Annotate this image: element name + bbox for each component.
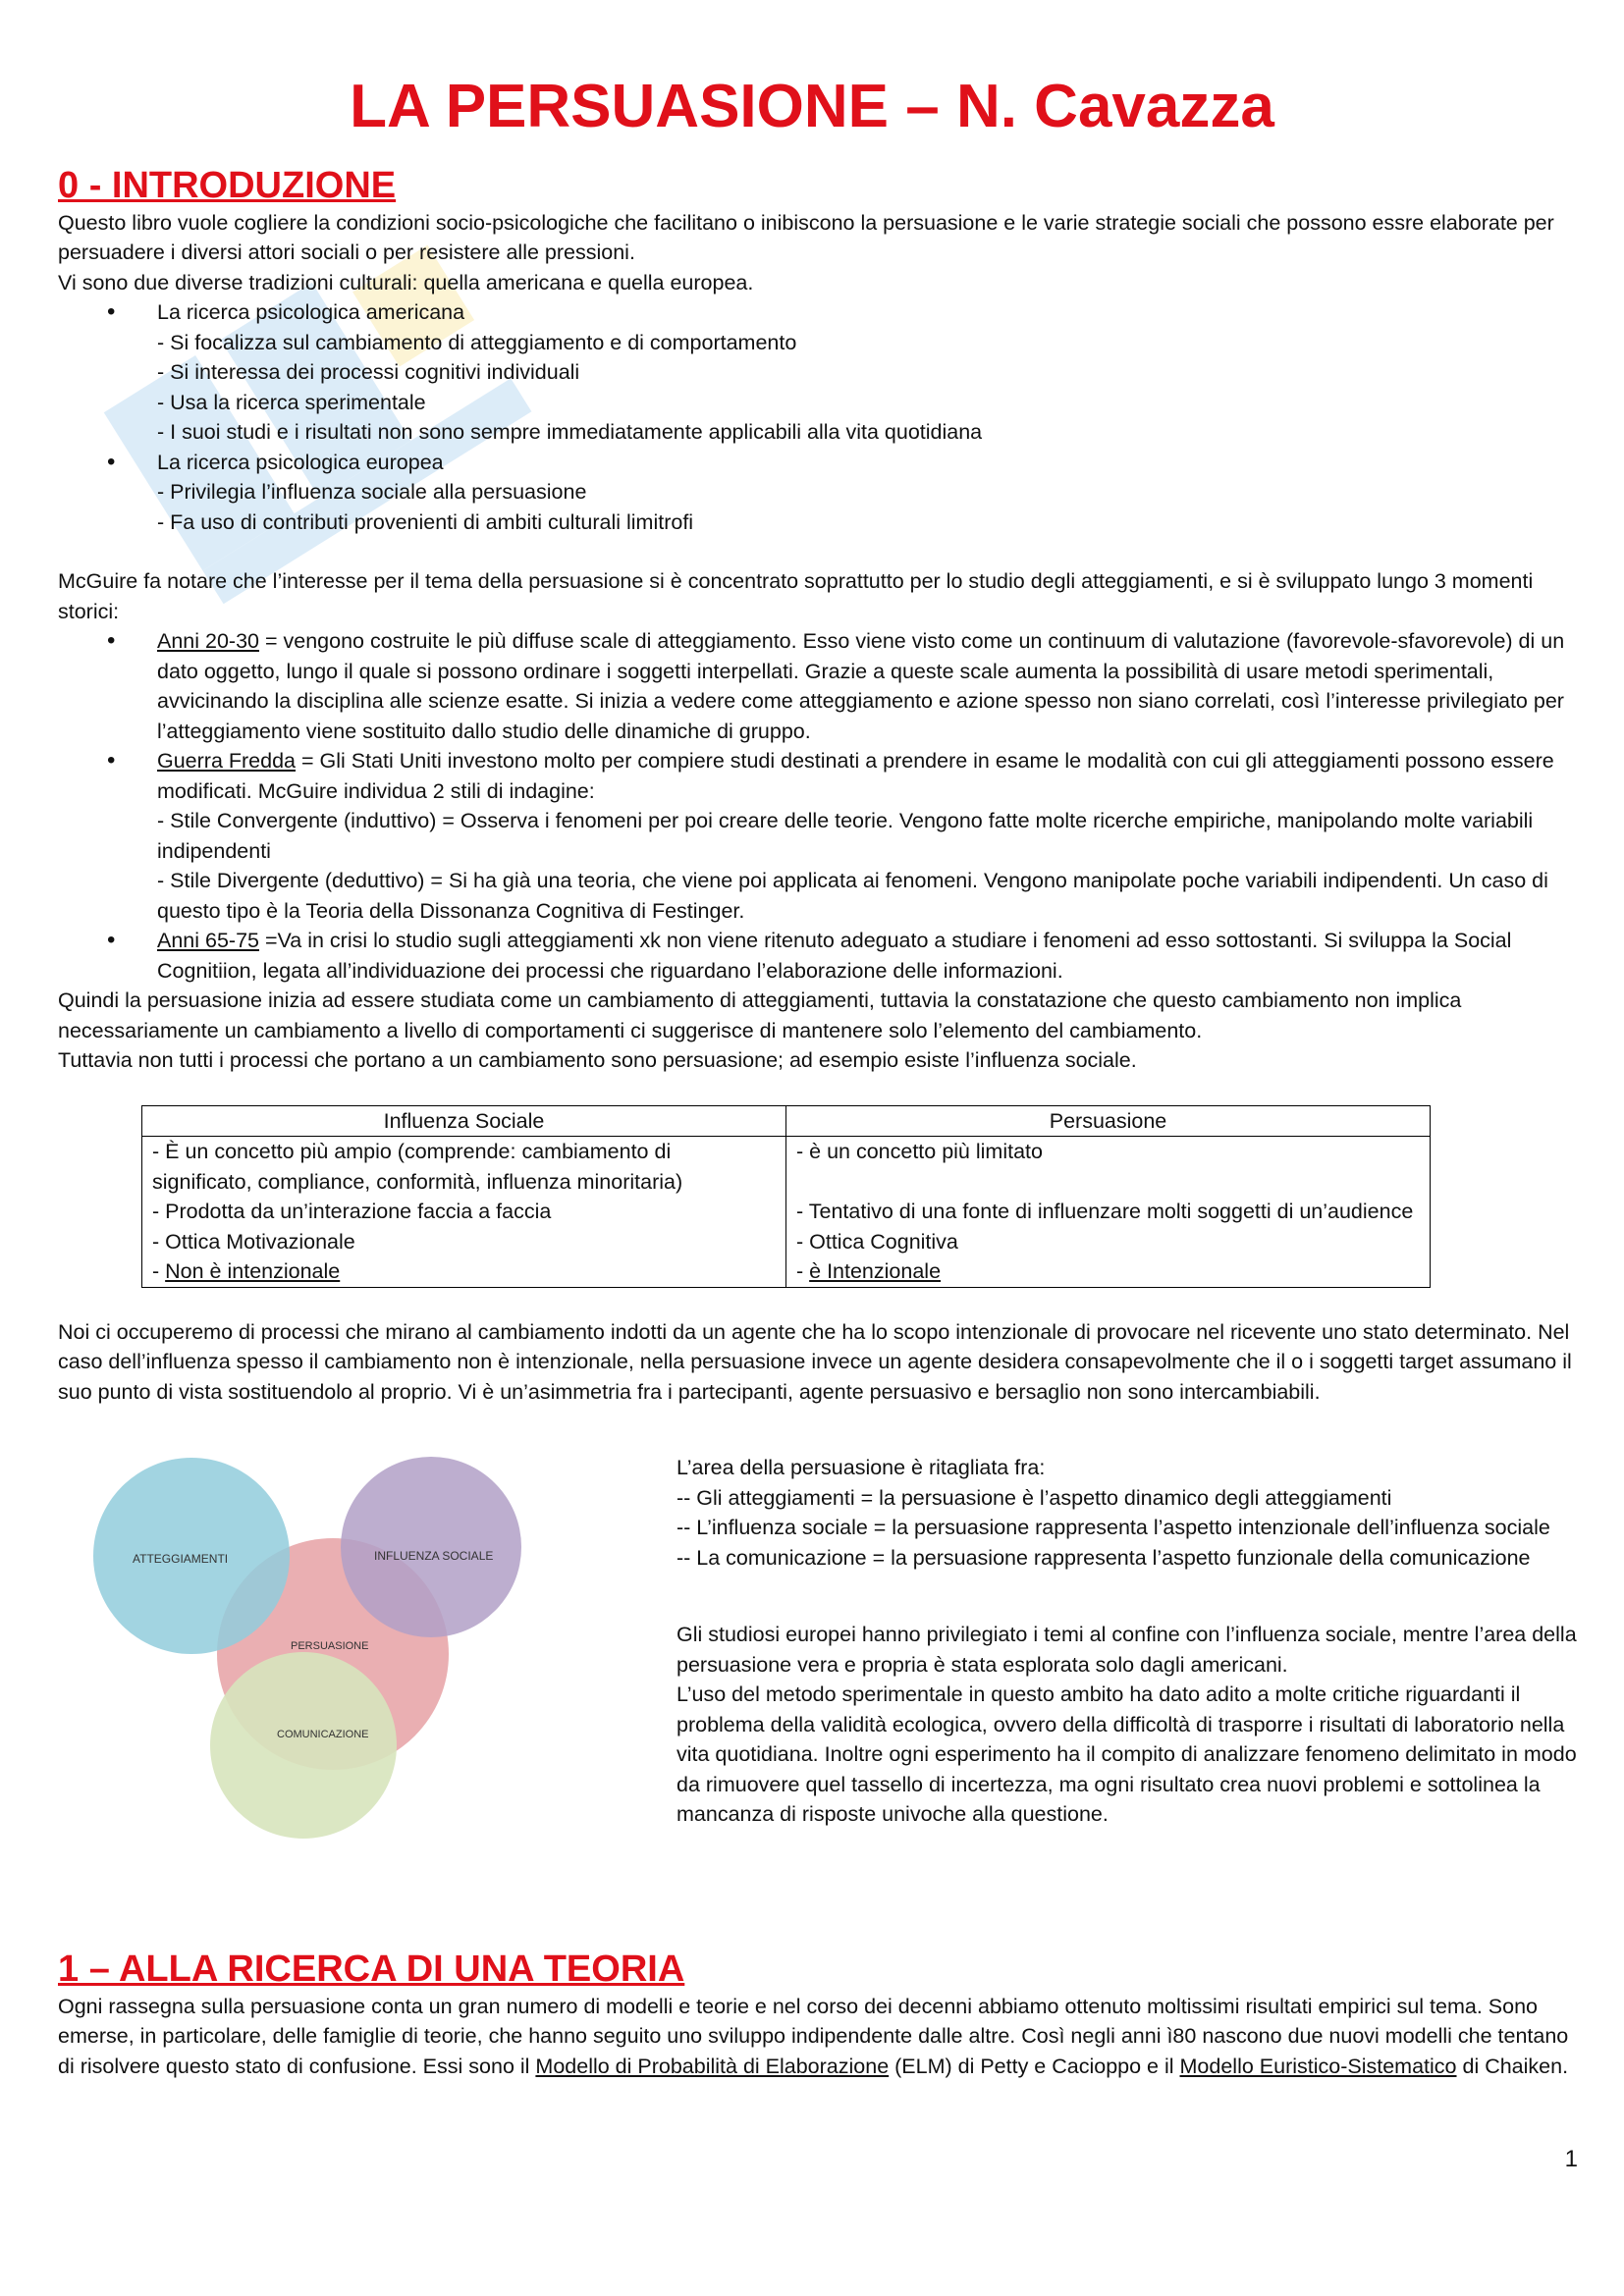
tuttavia-paragraph: Tuttavia non tutti i processi che portano a un cambiamento sono persuasione; ad esempio esiste l’influenza sociale. (58, 1048, 1137, 1073)
hsm-link: Modello Euristico-Sistematico (1179, 2054, 1457, 2078)
list-item-anni-65-75: • Anni 65-75 =Va in crisi lo studio sugli atteggiamenti xk non viene ritenuto adeguato a studiare i fenomeni ad esso sottostanti. Si sviluppa la Social Cognitiion, legata all’individuazione dei processi che riguardano l’elaborazione delle informazioni. (58, 926, 1578, 986)
table-header-influenza: Influenza Sociale (142, 1105, 786, 1137)
elm-link: Modello di Probabilità di Elaborazione (535, 2054, 890, 2078)
traditions-list (58, 297, 1578, 537)
page-number: 1 (1564, 2146, 1578, 2172)
section-0-heading: 0 - INTRODUZIONE (58, 165, 397, 206)
list-item-american: • La ricerca psicologica americana - Si focalizza sul cambiamento di atteggiamento e di comportamento - Si interessa dei processi cognitivi individuali - Usa la ricerca sperimentale - I suoi studi e i risultati non sono sempre immediatamente applicabili alla vita quotidiana (58, 297, 1578, 448)
section-1 (58, 1949, 1578, 2081)
venn-label-influenza: INFLUENZA SOCIALE (374, 1549, 494, 1564)
document-title: LA PERSUASIONE – N. Cavazza (350, 73, 1274, 140)
section-1-heading: 1 – ALLA RICERCA DI UNA TEORIA (58, 1949, 685, 1990)
section-0 (58, 165, 1578, 1865)
list-item-anni-20-30: • Anni 20-30 = vengono costruite le più diffuse scale di atteggiamento. Esso viene visto come un continuum di valutazione (favorevole-sfavorevole) di un dato oggetto, lungo il quale si possono ordinare i soggetti interpellati. Grazie a queste scale aumenta la possibilità di usare metodi sperimentali, avvicinando la disciplina alle scienze esatte. Si inizia a vedere come atteggiamento e azione spesso non siano correlati, così l’interesse privilegiato per l’atteggiamento viene sostituito dallo studio delle dinamiche di gruppo. (58, 626, 1578, 746)
venn-label-persuasione: PERSUASIONE (291, 1640, 369, 1653)
area-block (58, 1453, 1578, 1865)
area-text: L’area della persuasione è ritagliata fra: -- Gli atteggiamenti = la persuasione è l’aspetto dinamico degli atteggiamenti -- L’influenza sociale = la persuasione rappresenta l’aspetto intenzionale dell’influenza sociale -- La comunicazione = la persuasione rappresenta l’aspetto funzionale della comunicazione Gli studiosi europei hanno privilegiato i temi al confine con l’influenza sociale, mentre l’area della persuasione vera e propria è stata esplorata solo dagli americani. L’uso del metodo sperimentale in questo ambito ha dato adito a molte critiche riguardanti il problema della validità ecologica, ovvero della difficoltà di trasporre i risultati di laboratorio nella vita quotidiana. Inoltre ogni esperimento ha il compito di analizzare fenomeno delimitato in modo da rimuovere quel tassello di incertezza, ma ogni risultato crea nuovi problemi e sottolinea la mancanza di risposte univoche alla questione. (677, 1456, 1577, 1827)
table-header-persuasione: Persuasione (786, 1105, 1431, 1137)
venn-circle-comunicazione (210, 1652, 397, 1839)
venn-circle-influenza (341, 1457, 521, 1637)
intro-paragraph-2: Vi sono due diverse tradizioni culturali: quella americana e quella europea. (58, 270, 754, 294)
intro-paragraph-1: Questo libro vuole cogliere la condizioni socio-psicologiche che facilitano o inibiscono la persuasione e le varie strategie sociali che possono essre elaborate per persuadere i diversi attori sociali o per resistere alle pressioni. (58, 210, 1554, 265)
table-cell-influenza: - È un concetto più ampio (comprende: cambiamento di significato, compliance, conformità, influenza minoritaria) - Prodotta da un’interazione faccia a faccia - Ottica Motivazionale - Non è intenzionale (142, 1137, 786, 1288)
venn-svg (58, 1453, 618, 1865)
list-item-guerra-fredda: • Guerra Fredda = Gli Stati Uniti investono molto per compiere studi destinati a prendere in esame le modalità con cui gli atteggiamenti possono essere modificati. McGuire individua 2 stili di indagine: - Stile Convergente (induttivo) = Osserva i fenomeni per poi creare delle teorie. Vengono fatte molte ricerche empiriche, manipolando molte variabili indipendenti - Stile Divergente (deduttivo) = Si ha già una teoria, che viene poi applicata ai fenomeni. Vengono manipolate poche variabili indipendenti. Un caso di questo tipo è la Teoria della Dissonanza Cognitiva di Festinger. (58, 746, 1578, 926)
section-1-paragraph: Ogni rassegna sulla persuasione conta un gran numero di modelli e teorie e nel corso dei decenni abbiamo ottenuto moltissimi risultati empirici sul tema. Sono emerse, in particolare, delle famiglie di teorie, che hanno seguito uno sviluppo indipendente dalle altre. Così negli anni ì80 nascono due nuovi modelli che tentano di risolvere questo stato di confusione. Essi sono il Modello di Probabilità di Elaborazione (ELM) di Petty e Cacioppo e il Modello Euristico-Sistematico di Chaiken. (58, 1994, 1569, 2078)
table-cell-persuasione: - è un concetto più limitato - Tentativo di una fonte di influenzare molti soggetti di un’audience - Ottica Cognitiva - è Intenzionale (786, 1137, 1431, 1288)
comparison-table (141, 1105, 1431, 1288)
noi-paragraph: Noi ci occuperemo di processi che mirano al cambiamento indotti da un agente che ha lo scopo intenzionale di provocare nel ricevente uno stato determinato. Nel caso dell’influenza spesso il cambiamento non è intenzionale, nella persuasione invece un agente desidera consapevolmente che il o i soggetti target assumano il suo punto di vista sostituendolo al proprio. Vi è un’asimmetria fra i partecipanti, agente persuasivo e bersaglio non sono intercambiabili. (58, 1319, 1572, 1404)
venn-label-atteggiamenti: ATTEGGIAMENTI (133, 1552, 229, 1567)
list-item-european: • La ricerca psicologica europea - Privilegia l’influenza sociale alla persuasione - Fa uso di contributi provenienti di ambiti culturali limitrofi (58, 448, 1578, 538)
quindi-paragraph: Quindi la persuasione inizia ad essere studiata come un cambiamento di atteggiamenti, tuttavia la constatazione che questo cambiamento non implica necessariamente un cambiamento a livello di comportamenti ci suggerisce di mantenere solo l’elemento del cambiamento. (58, 988, 1462, 1042)
historical-moments-list (58, 626, 1578, 986)
venn-label-comunicazione: COMUNICAZIONE (277, 1729, 369, 1741)
venn-diagram (58, 1453, 618, 1865)
mcguire-paragraph: McGuire fa notare che l’interesse per il tema della persuasione si è concentrato soprattutto per lo studio degli atteggiamenti, e si è sviluppato lungo 3 momenti storici: (58, 569, 1534, 623)
